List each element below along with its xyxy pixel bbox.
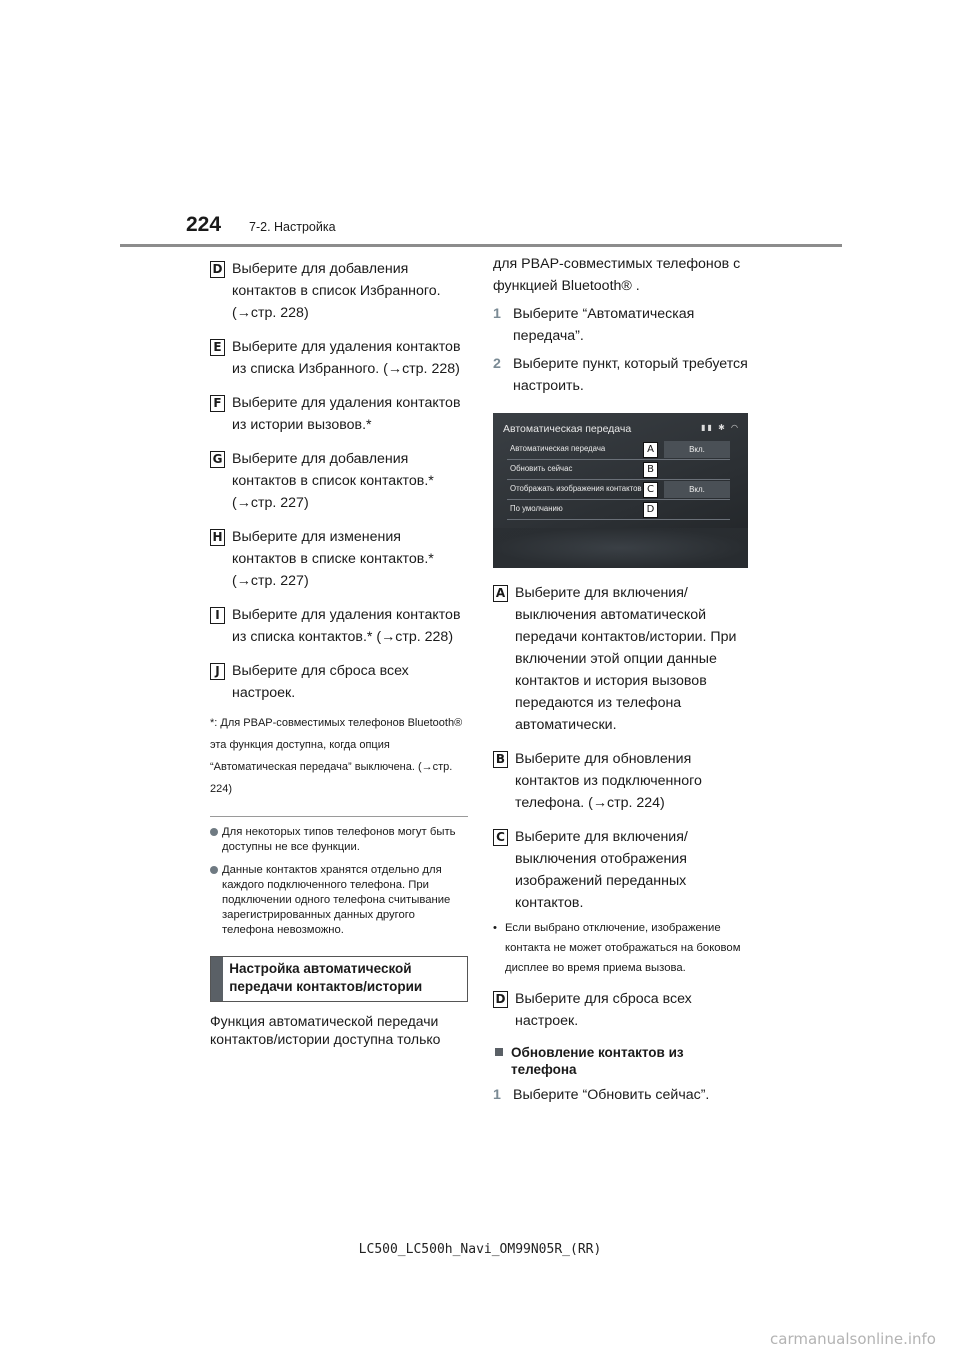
list-item: J Выберите для сброса всех настроек.: [210, 660, 468, 704]
list-item: B Выберите для обновления контактов из подключенного телефона. (→стр. 224): [493, 748, 751, 814]
callout-badge: F: [210, 395, 225, 412]
note-item: Данные контактов хранятся отдельно для каждого подключенного телефона. При подключении одного телефона считывание зарегистрированных данных другого телефона невозможно.: [210, 863, 468, 938]
callout-badge: C: [643, 482, 658, 498]
footer-code: LC500_LC500h_Navi_OM99N05R_(RR): [358, 1242, 602, 1257]
section-heading-box: [210, 956, 468, 1002]
callout-badge: H: [210, 529, 225, 546]
subheading: Обновление контактов из телефона: [493, 1044, 751, 1078]
list-item: G Выберите для добавления контактов в список контактов.* (→стр. 227): [210, 448, 468, 514]
page-number: 224: [186, 213, 222, 236]
section-title: 7-2. Настройка: [249, 220, 336, 234]
step: 2 Выберите пункт, который требуется настроить.: [493, 356, 748, 394]
screen-row: Отображать изображения контактов C Вкл.: [507, 481, 730, 500]
list-item: I Выберите для удаления контактов из списка контактов.* (→стр. 228): [210, 604, 468, 648]
list-item: C Выберите для включения/ выключения отображения изображений переданных контактов.: [493, 826, 751, 914]
callout-badge: A: [493, 585, 508, 602]
small-note: • Если выбрано отключение, изображение контакта не может отображаться на боковом дисплее во время приема вызова.: [493, 918, 751, 978]
bullet-icon: [210, 828, 218, 836]
list-item: D Выберите для добавления контактов в список Избранного. (→стр. 228): [210, 258, 468, 324]
intro-continuation: для PBAP-совместимых телефонов с функцией Bluetooth® .: [493, 256, 741, 294]
callout-badge: D: [643, 502, 658, 518]
callout-badge: G: [210, 451, 225, 468]
intro-paragraph: Функция автоматической передачи контактов/истории доступна только: [210, 1013, 441, 1047]
footnote: *: Для PBAP-совместимых телефонов Bluetooth® эта функция доступна, когда опция “Автоматическая передача” выключена. (→стр. 224): [210, 717, 463, 795]
step: 1 Выберите “Обновить сейчас”.: [493, 1087, 710, 1103]
callout-badge: I: [210, 607, 225, 624]
callout-badge: A: [643, 442, 658, 458]
list-item: H Выберите для изменения контактов в списке контактов.* (→стр. 227): [210, 526, 468, 592]
callout-badge: E: [210, 339, 225, 356]
callout-badge: J: [210, 663, 225, 680]
callout-badge: C: [493, 829, 508, 846]
bullet-icon: •: [493, 922, 497, 934]
callout-badge: B: [643, 462, 658, 478]
list-item: F Выберите для удаления контактов из истории вызовов.*: [210, 392, 468, 436]
callout-badge: D: [210, 261, 225, 278]
status-icons: ▮▮ ✱ ◠: [701, 423, 740, 432]
square-bullet-icon: [495, 1048, 503, 1056]
watermark: carmanualsonline.info: [770, 1330, 936, 1348]
screen-title: Автоматическая передача: [503, 423, 632, 435]
list-item: E Выберите для удаления контактов из списка Избранного. (→стр. 228): [210, 336, 468, 380]
divider: [210, 816, 468, 817]
list-item: A Выберите для включения/ выключения автоматической передачи контактов/истории. При включении этой опции данные контактов и история вызовов передаются из телефона автоматически.: [493, 582, 751, 736]
screen-illustration: [493, 413, 748, 568]
callout-badge: D: [493, 991, 508, 1008]
screen-row: Обновить сейчас B: [507, 461, 730, 480]
header-rule: [120, 244, 842, 247]
right-column: [493, 253, 751, 1106]
callout-badge: B: [493, 751, 508, 768]
step: 1 Выберите “Автоматическая передача”.: [493, 306, 695, 344]
toggle-value: Вкл.: [664, 441, 730, 458]
list-item: D Выберите для сброса всех настроек.: [493, 988, 751, 1032]
heading-bar: [211, 957, 223, 1001]
note-item: Для некоторых типов телефонов могут быть доступны не все функции.: [210, 825, 468, 855]
screen-row: Автоматическая передача A Вкл.: [507, 441, 730, 460]
screen-floor: [493, 528, 748, 568]
toggle-value: Вкл.: [664, 481, 730, 498]
section-heading: Настройка автоматической передачи контактов/истории: [229, 961, 423, 994]
screen-row: По умолчанию D: [507, 501, 730, 520]
bullet-icon: [210, 866, 218, 874]
left-column: [210, 258, 468, 1048]
